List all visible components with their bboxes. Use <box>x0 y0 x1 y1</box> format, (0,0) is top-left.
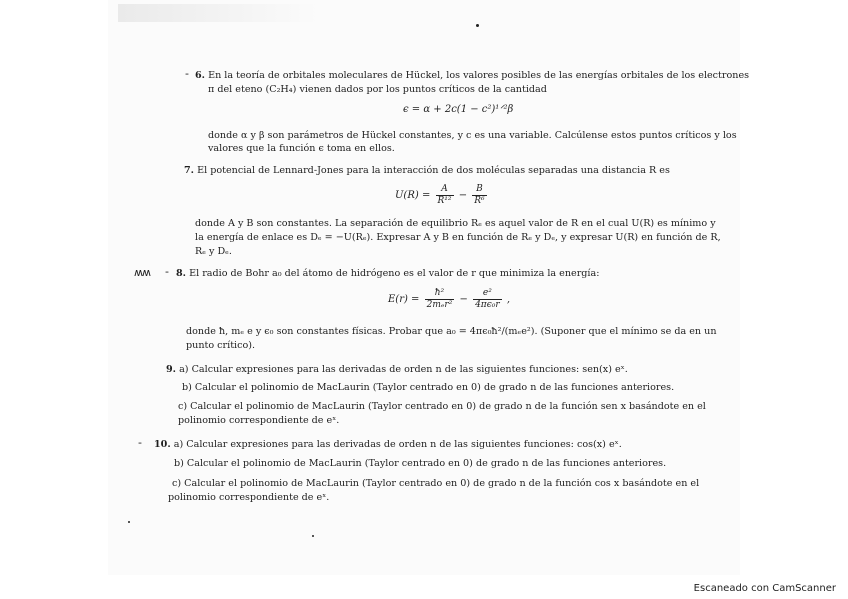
problem-7-after-1: donde A y B son constantes. La separación de equilibrio Rₑ es aquel valor de R en el cual U(R) es mínimo y <box>195 218 716 229</box>
scanner-watermark: Escaneado con CamScanner <box>693 583 836 594</box>
problem-6-after-1: donde α y β son parámetros de Hückel constantes, y c es una variable. Calcúlense estos puntos críticos y los <box>208 130 737 141</box>
problem-6-formula: ϵ = α + 2c(1 − c²)¹ᐟ²β <box>403 104 514 115</box>
fraction: $\frac{B}{\text{R⁶}}$ <box>474 184 485 206</box>
handwritten-dash: - <box>165 265 169 278</box>
problem-10-c-1: c) Calcular el polinomio de MacLaurin (Taylor centrado en 0) de grado n de la función cos x basándote en el <box>172 478 700 489</box>
problem-8-line-1: 8. El radio de Bohr a₀ del átomo de hidrógeno es el valor de r que minimiza la energía: <box>176 268 600 279</box>
fraction: $\frac{A}{\text{R¹²}}$ <box>437 184 452 206</box>
problem-7-line-1: 7. El potencial de Lennard-Jones para la interacción de dos moléculas separadas una distancia R es <box>184 165 670 176</box>
problem-9-number: 9. <box>166 364 177 375</box>
problem-7-formula: U(R) = $\frac{A}{\text{R¹²}}$ − $\frac{B}{\text{R⁶}}$ <box>395 184 485 206</box>
problem-6-number: 6. <box>195 70 206 81</box>
problem-10-number: 10. <box>154 439 171 450</box>
handwritten-dash: - <box>185 67 189 80</box>
problem-7-after-2: la energía de enlace es Dₑ = −U(Rₑ). Expresar A y B en función de Rₑ y Dₑ, y expresar U(R) en función de R, <box>195 232 721 243</box>
problem-9-c-2: polinomio correspondiente de eˣ. <box>178 415 340 426</box>
ink-dot <box>476 24 479 27</box>
problem-10-c-2: polinomio correspondiente de eˣ. <box>168 492 330 503</box>
fraction: $\frac{\text{ħ²}}{\text{2mₑr²}}$ <box>426 288 453 310</box>
problem-7-after-3: Rₑ y Dₑ. <box>195 246 232 257</box>
problem-6-after-2: valores que la función ϵ toma en ellos. <box>208 143 395 154</box>
problem-9-b: b) Calcular el polinomio de MacLaurin (Taylor centrado en 0) de grado n de las funciones anteriores. <box>182 382 675 393</box>
handwritten-dash: - <box>138 436 142 449</box>
handwritten-scribble: ʍʍ <box>134 266 150 279</box>
problem-7-number: 7. <box>184 165 195 176</box>
problem-10-b: b) Calcular el polinomio de MacLaurin (Taylor centrado en 0) de grado n de las funciones anteriores. <box>174 458 667 469</box>
problem-6-line-1: 6. En la teoría de orbitales moleculares de Hückel, los valores posibles de las energías orbitales de los electrones <box>195 70 750 81</box>
problem-8-number: 8. <box>176 268 187 279</box>
problem-10-a: 10. a) Calcular expresiones para las derivadas de orden n de las siguientes funciones: cos(x) eˣ. <box>154 439 622 450</box>
problem-6-line-2: π del eteno (C₂H₄) vienen dados por los puntos críticos de la cantidad <box>208 84 547 95</box>
fraction: $\frac{\text{e²}}{\text{4πϵ₀r}}$ <box>475 288 500 310</box>
scan-smudge <box>118 4 318 22</box>
problem-9-a: 9. a) Calcular expresiones para las derivadas de orden n de las siguientes funciones: sen(x) eˣ. <box>166 364 628 375</box>
problem-8-after-2: punto crítico). <box>186 340 256 351</box>
ink-dot <box>128 521 130 523</box>
problem-9-c-1: c) Calcular el polinomio de MacLaurin (Taylor centrado en 0) de grado n de la función sen x basándote en el <box>178 401 706 412</box>
ink-dot <box>312 535 314 537</box>
problem-8-formula: E(r) = $\frac{\text{ħ²}}{\text{2mₑr²}}$ − $\frac{\text{e²}}{\text{4πϵ₀r}}$ , <box>388 288 511 310</box>
problem-8-after-1: donde ħ, mₑ e y ϵ₀ son constantes físicas. Probar que a₀ = 4πϵ₀ħ²/(mₑe²). (Suponer que el mínimo se da en un <box>186 326 717 337</box>
